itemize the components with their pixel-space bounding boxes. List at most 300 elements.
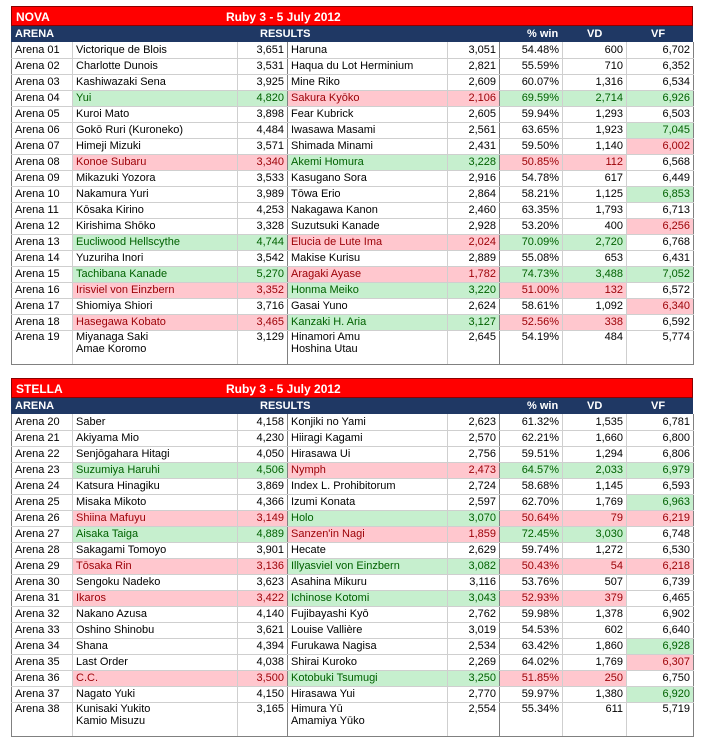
- table-row: [12, 558, 694, 574]
- contestant-a-names: [73, 330, 238, 364]
- total-votes: 6,530: [627, 542, 694, 558]
- total-votes: 6,713: [627, 202, 694, 218]
- win-percent: 55.59%: [500, 58, 563, 74]
- contestant-b-votes: 2,724: [448, 478, 500, 494]
- results-header: RESULTS: [260, 400, 311, 412]
- vote-difference: 1,769: [563, 494, 627, 510]
- win-percent: 59.51%: [500, 446, 563, 462]
- contestant-b-name: Aragaki Ayase: [288, 266, 448, 282]
- vote-difference: 1,092: [563, 298, 627, 314]
- contestant-b-names-line-1: Hinamori Amu: [291, 330, 361, 343]
- contestant-a-names-line-1: Kunisaki Yukito: [76, 702, 151, 715]
- contestant-a-name: Saber: [73, 414, 238, 430]
- win-percent: 62.21%: [500, 430, 563, 446]
- contestant-b-votes: 3,116: [448, 574, 500, 590]
- contestant-a-name: C.C.: [73, 670, 238, 686]
- vote-difference: 484: [563, 330, 627, 364]
- total-votes: 6,781: [627, 414, 694, 430]
- contestant-a-name: Kuroi Mato: [73, 106, 238, 122]
- contestant-b-name: Illyasviel von Einzbern: [288, 558, 448, 574]
- contestant-a-votes: 3,500: [238, 670, 288, 686]
- contestant-a-votes: 3,989: [238, 186, 288, 202]
- contestant-a-votes: 3,651: [238, 42, 288, 58]
- vote-difference: 400: [563, 218, 627, 234]
- table-row: [12, 606, 694, 622]
- contestant-b-name: Louise Vallière: [288, 622, 448, 638]
- contestant-b-votes: 2,269: [448, 654, 500, 670]
- contestant-b-name: Hirasawa Yui: [288, 686, 448, 702]
- table-row: [12, 654, 694, 670]
- table-row: [12, 58, 694, 74]
- table-row: [12, 622, 694, 638]
- contestant-b-votes: 2,534: [448, 638, 500, 654]
- total-votes: 6,431: [627, 250, 694, 266]
- contestant-b-votes: 2,762: [448, 606, 500, 622]
- arena-cell: Arena 06: [12, 122, 73, 138]
- total-votes: 6,340: [627, 298, 694, 314]
- contestant-a-votes: 3,352: [238, 282, 288, 298]
- contestant-a-name: Yuzuriha Inori: [73, 250, 238, 266]
- contestant-a-votes: 3,571: [238, 138, 288, 154]
- total-votes: 6,503: [627, 106, 694, 122]
- vd-header: VD: [587, 400, 603, 412]
- total-votes: 6,750: [627, 670, 694, 686]
- win-percent: 53.20%: [500, 218, 563, 234]
- vote-difference: 617: [563, 170, 627, 186]
- contestant-b-votes: 3,250: [448, 670, 500, 686]
- arena-cell: Arena 35: [12, 654, 73, 670]
- total-votes: 5,774: [627, 330, 694, 364]
- contestant-a-votes: 3,531: [238, 58, 288, 74]
- contestant-a-name: Ikaros: [73, 590, 238, 606]
- contestant-a-votes: 3,533: [238, 170, 288, 186]
- contestant-b-votes: 2,756: [448, 446, 500, 462]
- total-votes: 6,979: [627, 462, 694, 478]
- contestant-b-votes: 2,024: [448, 234, 500, 250]
- contestant-a-votes: 3,869: [238, 478, 288, 494]
- arena-cell: Arena 33: [12, 622, 73, 638]
- arena-cell: Arena 22: [12, 446, 73, 462]
- win-percent: 54.19%: [500, 330, 563, 364]
- contestant-a-votes: 3,901: [238, 542, 288, 558]
- arena-cell: Arena 02: [12, 58, 73, 74]
- contestant-b-name: Iwasawa Masami: [288, 122, 448, 138]
- contestant-b-votes: 3,019: [448, 622, 500, 638]
- contestant-a-votes: 4,230: [238, 430, 288, 446]
- arena-cell: Arena 29: [12, 558, 73, 574]
- win-percent: 69.59%: [500, 90, 563, 106]
- contestant-b-votes: 2,623: [448, 414, 500, 430]
- win-percent: 58.21%: [500, 186, 563, 202]
- win-header: % win: [527, 400, 559, 412]
- vote-difference: 1,860: [563, 638, 627, 654]
- stella-rows: [12, 414, 694, 736]
- table-row: [12, 510, 694, 526]
- contestant-b-name: Hecate: [288, 542, 448, 558]
- contestant-b-votes: 2,645: [448, 330, 500, 364]
- total-votes: 6,256: [627, 218, 694, 234]
- table-row: [12, 202, 694, 218]
- stella-period: Ruby 3 - 5 July 2012: [226, 382, 341, 396]
- vote-difference: 710: [563, 58, 627, 74]
- contestant-a-votes: 4,038: [238, 654, 288, 670]
- table-row: [12, 90, 694, 106]
- contestant-a-name: Himeji Mizuki: [73, 138, 238, 154]
- contestant-a-votes: 4,140: [238, 606, 288, 622]
- win-percent: 61.32%: [500, 414, 563, 430]
- arena-cell: Arena 13: [12, 234, 73, 250]
- contestant-b-votes: 3,220: [448, 282, 500, 298]
- contestant-a-name: Kashiwazaki Sena: [73, 74, 238, 90]
- table-row: [12, 590, 694, 606]
- arena-cell: Arena 16: [12, 282, 73, 298]
- win-percent: 63.42%: [500, 638, 563, 654]
- win-percent: 55.08%: [500, 250, 563, 266]
- vote-difference: 1,769: [563, 654, 627, 670]
- contestant-b-votes: 2,928: [448, 218, 500, 234]
- arena-cell: Arena 27: [12, 526, 73, 542]
- contestant-b-name: Ichinose Kotomi: [288, 590, 448, 606]
- table-row: [12, 154, 694, 170]
- contestant-b-votes: 2,629: [448, 542, 500, 558]
- vote-difference: 132: [563, 282, 627, 298]
- arena-cell: Arena 23: [12, 462, 73, 478]
- contestant-a-votes: 4,394: [238, 638, 288, 654]
- contestant-b-name: Izumi Konata: [288, 494, 448, 510]
- contestant-b-votes: 3,127: [448, 314, 500, 330]
- contestant-b-votes: 2,554: [448, 702, 500, 736]
- total-votes: 6,307: [627, 654, 694, 670]
- contestant-b-name: Hiiragi Kagami: [288, 430, 448, 446]
- win-percent: 59.50%: [500, 138, 563, 154]
- win-percent: 74.73%: [500, 266, 563, 282]
- arena-header: ARENA: [15, 400, 55, 412]
- contestant-b-name: Kotobuki Tsumugi: [288, 670, 448, 686]
- arena-cell: Arena 09: [12, 170, 73, 186]
- arena-cell: Arena 30: [12, 574, 73, 590]
- win-percent: 55.34%: [500, 702, 563, 736]
- contestant-b-votes: 2,770: [448, 686, 500, 702]
- total-votes: 6,352: [627, 58, 694, 74]
- contestant-a-votes: 3,136: [238, 558, 288, 574]
- stella-section: [11, 378, 693, 737]
- contestant-b-name: Sakura Kyōko: [288, 90, 448, 106]
- contestant-a-name: Irisviel von Einzbern: [73, 282, 238, 298]
- vote-difference: 2,033: [563, 462, 627, 478]
- contestant-a-name: Mikazuki Yozora: [73, 170, 238, 186]
- contestant-b-votes: 3,228: [448, 154, 500, 170]
- contestant-a-votes: 3,716: [238, 298, 288, 314]
- contestant-a-name: Konoe Subaru: [73, 154, 238, 170]
- win-percent: 59.97%: [500, 686, 563, 702]
- vote-difference: 611: [563, 702, 627, 736]
- contestant-b-name: Haqua du Lot Herminium: [288, 58, 448, 74]
- contestant-b-votes: 3,051: [448, 42, 500, 58]
- contestant-b-name: Fear Kubrick: [288, 106, 448, 122]
- total-votes: 6,218: [627, 558, 694, 574]
- vote-difference: 79: [563, 510, 627, 526]
- stella-title-bar: [11, 378, 693, 398]
- arena-cell: Arena 11: [12, 202, 73, 218]
- contestant-a-names-line-2: Amae Koromo: [76, 342, 147, 355]
- contestant-a-votes: 3,465: [238, 314, 288, 330]
- contestant-a-name: Yui: [73, 90, 238, 106]
- table-row: [12, 478, 694, 494]
- contestant-a-names-line-2: Kamio Misuzu: [76, 714, 146, 727]
- results-header: RESULTS: [260, 28, 311, 40]
- contestant-b-votes: 3,043: [448, 590, 500, 606]
- table-row: [12, 574, 694, 590]
- vote-difference: 379: [563, 590, 627, 606]
- contestant-b-votes: 2,821: [448, 58, 500, 74]
- contestant-b-votes: 2,473: [448, 462, 500, 478]
- table-row: [12, 430, 694, 446]
- win-header: % win: [527, 28, 559, 40]
- total-votes: 6,593: [627, 478, 694, 494]
- table-row: [12, 218, 694, 234]
- win-percent: 50.43%: [500, 558, 563, 574]
- table-row: [12, 42, 694, 58]
- contestant-a-name: Victorique de Blois: [73, 42, 238, 58]
- total-votes: 6,640: [627, 622, 694, 638]
- contestant-a-votes: 4,889: [238, 526, 288, 542]
- vote-difference: 1,272: [563, 542, 627, 558]
- arena-cell: Arena 20: [12, 414, 73, 430]
- arena-cell: Arena 05: [12, 106, 73, 122]
- arena-cell: Arena 14: [12, 250, 73, 266]
- total-votes: 5,719: [627, 702, 694, 736]
- total-votes: 6,739: [627, 574, 694, 590]
- total-votes: 7,052: [627, 266, 694, 282]
- total-votes: 6,702: [627, 42, 694, 58]
- contestant-b-votes: 2,597: [448, 494, 500, 510]
- table-row: [12, 314, 694, 330]
- vote-difference: 1,660: [563, 430, 627, 446]
- contestant-b-name: Akemi Homura: [288, 154, 448, 170]
- arena-cell: Arena 08: [12, 154, 73, 170]
- total-votes: 6,926: [627, 90, 694, 106]
- total-votes: 6,572: [627, 282, 694, 298]
- arena-cell: Arena 25: [12, 494, 73, 510]
- arena-cell: Arena 18: [12, 314, 73, 330]
- win-percent: 63.65%: [500, 122, 563, 138]
- vote-difference: 1,294: [563, 446, 627, 462]
- total-votes: 6,002: [627, 138, 694, 154]
- vote-difference: 2,714: [563, 90, 627, 106]
- contestant-b-name: Tōwa Erio: [288, 186, 448, 202]
- total-votes: 6,920: [627, 686, 694, 702]
- table-row: [12, 266, 694, 282]
- contestant-b-votes: 3,070: [448, 510, 500, 526]
- vote-difference: 1,316: [563, 74, 627, 90]
- contestant-a-votes: 4,506: [238, 462, 288, 478]
- contestant-a-name: Katsura Hinagiku: [73, 478, 238, 494]
- arena-cell: Arena 01: [12, 42, 73, 58]
- contestant-b-name: Furukawa Nagisa: [288, 638, 448, 654]
- table-row: [12, 462, 694, 478]
- contestant-b-names-line-2: Amamiya Yūko: [291, 714, 365, 727]
- contestant-b-name: Shimada Minami: [288, 138, 448, 154]
- total-votes: 6,592: [627, 314, 694, 330]
- contestant-b-name: Nakagawa Kanon: [288, 202, 448, 218]
- contestant-b-names-line-2: Hoshina Utau: [291, 342, 358, 355]
- stella-table: [11, 414, 694, 737]
- table-row: [12, 686, 694, 702]
- contestant-a-names: [73, 702, 238, 736]
- arena-cell: Arena 19: [12, 330, 73, 364]
- contestant-a-votes: 3,422: [238, 590, 288, 606]
- contestant-a-name: Kirishima Shōko: [73, 218, 238, 234]
- table-row: [12, 74, 694, 90]
- win-percent: 50.85%: [500, 154, 563, 170]
- table-row: [12, 542, 694, 558]
- contestant-b-name: Kanzaki H. Aria: [288, 314, 448, 330]
- contestant-b-votes: 2,916: [448, 170, 500, 186]
- vote-difference: 1,145: [563, 478, 627, 494]
- total-votes: 6,534: [627, 74, 694, 90]
- vote-difference: 250: [563, 670, 627, 686]
- nova-title: NOVA: [16, 10, 50, 24]
- table-row: [12, 330, 694, 364]
- win-percent: 52.93%: [500, 590, 563, 606]
- contestant-a-votes: 4,820: [238, 90, 288, 106]
- nova-period: Ruby 3 - 5 July 2012: [226, 10, 341, 24]
- contestant-a-votes: 4,158: [238, 414, 288, 430]
- win-percent: 52.56%: [500, 314, 563, 330]
- win-percent: 58.68%: [500, 478, 563, 494]
- nova-rows: [12, 42, 694, 364]
- contestant-b-name: Suzutsuki Kanade: [288, 218, 448, 234]
- vote-difference: 54: [563, 558, 627, 574]
- vf-header: VF: [651, 400, 666, 412]
- contestant-b-name: Gasai Yuno: [288, 298, 448, 314]
- win-percent: 54.78%: [500, 170, 563, 186]
- table-row: [12, 702, 694, 736]
- table-row: [12, 298, 694, 314]
- win-percent: 58.61%: [500, 298, 563, 314]
- contestant-b-votes: 3,082: [448, 558, 500, 574]
- contestant-a-name: Sengoku Nadeko: [73, 574, 238, 590]
- contestant-a-name: Eucliwood Hellscythe: [73, 234, 238, 250]
- contestant-b-name: Makise Kurisu: [288, 250, 448, 266]
- total-votes: 6,768: [627, 234, 694, 250]
- contestant-b-votes: 2,609: [448, 74, 500, 90]
- arena-cell: Arena 10: [12, 186, 73, 202]
- contestant-a-name: Sakagami Tomoyo: [73, 542, 238, 558]
- contestant-a-votes: 3,328: [238, 218, 288, 234]
- contestant-b-votes: 2,605: [448, 106, 500, 122]
- contestant-a-name: Misaka Mikoto: [73, 494, 238, 510]
- nova-title-bar: [11, 6, 693, 26]
- contestant-b-votes: 2,624: [448, 298, 500, 314]
- nova-table: [11, 42, 694, 365]
- contestant-a-name: Senjōgahara Hitagi: [73, 446, 238, 462]
- contestant-a-names-line-1: Miyanaga Saki: [76, 330, 149, 343]
- contestant-a-name: Akiyama Mio: [73, 430, 238, 446]
- contestant-b-name: Index L. Prohibitorum: [288, 478, 448, 494]
- contestant-b-names: [288, 330, 448, 364]
- contestant-b-votes: 2,460: [448, 202, 500, 218]
- contestant-a-votes: 4,150: [238, 686, 288, 702]
- arena-cell: Arena 37: [12, 686, 73, 702]
- table-row: [12, 138, 694, 154]
- contestant-a-name: Shiomiya Shiori: [73, 298, 238, 314]
- table-row: [12, 186, 694, 202]
- vote-difference: 1,793: [563, 202, 627, 218]
- vf-header: VF: [651, 28, 666, 40]
- arena-cell: Arena 04: [12, 90, 73, 106]
- table-row: [12, 282, 694, 298]
- arena-cell: Arena 38: [12, 702, 73, 736]
- total-votes: 6,902: [627, 606, 694, 622]
- contestant-a-name: Nagato Yuki: [73, 686, 238, 702]
- contestant-a-name: Suzumiya Haruhi: [73, 462, 238, 478]
- contestant-a-votes: 5,270: [238, 266, 288, 282]
- arena-cell: Arena 03: [12, 74, 73, 90]
- contestant-a-votes: 3,898: [238, 106, 288, 122]
- contestant-a-name: Gokō Ruri (Kuroneko): [73, 122, 238, 138]
- contestant-a-votes: 4,050: [238, 446, 288, 462]
- contestant-a-name: Aisaka Taiga: [73, 526, 238, 542]
- contestant-b-votes: 2,561: [448, 122, 500, 138]
- win-percent: 54.48%: [500, 42, 563, 58]
- win-percent: 64.57%: [500, 462, 563, 478]
- contestant-b-name: Haruna: [288, 42, 448, 58]
- win-percent: 72.45%: [500, 526, 563, 542]
- contestant-a-name: Oshino Shinobu: [73, 622, 238, 638]
- contestant-a-name: Shana: [73, 638, 238, 654]
- vote-difference: 112: [563, 154, 627, 170]
- total-votes: 7,045: [627, 122, 694, 138]
- table-row: [12, 638, 694, 654]
- contestant-b-name: Holo: [288, 510, 448, 526]
- vote-difference: 1,293: [563, 106, 627, 122]
- contestant-b-votes: 2,431: [448, 138, 500, 154]
- contestant-b-votes: 2,570: [448, 430, 500, 446]
- vote-difference: 653: [563, 250, 627, 266]
- total-votes: 6,928: [627, 638, 694, 654]
- contestant-a-votes: 3,925: [238, 74, 288, 90]
- contestant-b-name: Asahina Mikuru: [288, 574, 448, 590]
- arena-cell: Arena 34: [12, 638, 73, 654]
- contestant-b-name: Hirasawa Ui: [288, 446, 448, 462]
- arena-cell: Arena 28: [12, 542, 73, 558]
- contestant-a-votes: 4,744: [238, 234, 288, 250]
- win-percent: 70.09%: [500, 234, 563, 250]
- nova-section: [11, 6, 693, 365]
- contestant-a-name: Last Order: [73, 654, 238, 670]
- win-percent: 60.07%: [500, 74, 563, 90]
- contestant-a-votes: 4,253: [238, 202, 288, 218]
- contestant-a-votes: 3,165: [238, 702, 288, 736]
- contestant-a-votes: 3,149: [238, 510, 288, 526]
- win-percent: 53.76%: [500, 574, 563, 590]
- total-votes: 6,568: [627, 154, 694, 170]
- contestant-a-name: Nakamura Yuri: [73, 186, 238, 202]
- arena-cell: Arena 17: [12, 298, 73, 314]
- vote-difference: 3,488: [563, 266, 627, 282]
- arena-header: ARENA: [15, 28, 55, 40]
- nova-header-row: [11, 26, 693, 42]
- contestant-a-name: Nakano Azusa: [73, 606, 238, 622]
- contestant-a-name: Kōsaka Kirino: [73, 202, 238, 218]
- vote-difference: 1,378: [563, 606, 627, 622]
- contestant-a-votes: 4,484: [238, 122, 288, 138]
- contestant-b-names: [288, 702, 448, 736]
- contestant-a-votes: 3,623: [238, 574, 288, 590]
- win-percent: 54.53%: [500, 622, 563, 638]
- contestant-a-votes: 3,340: [238, 154, 288, 170]
